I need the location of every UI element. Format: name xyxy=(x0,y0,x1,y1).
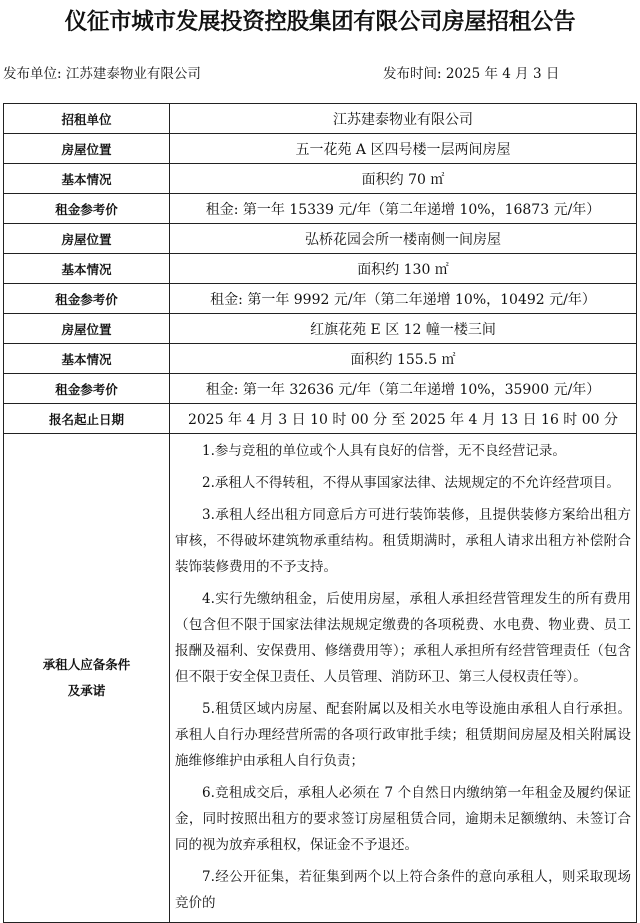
table-row xyxy=(4,224,637,254)
condition-item: 7.经公开征集，若征集到两个以上符合条件的意向承租人，则采取现场竞价的 xyxy=(175,869,631,911)
table-row xyxy=(4,254,637,284)
condition-item: 6.竞租成交后，承租人必须在 7 个自然日内缴纳第一年租金及履约保证金，同时按照出租方的要求签订房屋租赁合同，逾期未足额缴纳、未签订合同的视为放弃承租权，保证金不予退还。 xyxy=(175,785,631,853)
table-row xyxy=(4,314,637,344)
conditions-label-line1: 承租人应备条件 xyxy=(42,657,131,672)
table-row xyxy=(4,134,637,164)
row-label: 房屋位置 xyxy=(4,134,170,164)
row-value: 江苏建泰物业有限公司 xyxy=(170,104,637,134)
table-row xyxy=(4,194,637,224)
conditions-label-line2: 及承诺 xyxy=(67,683,106,698)
conditions-row xyxy=(4,434,637,923)
rental-info-table xyxy=(3,103,637,923)
condition-item: 1.参与竞租的单位或个人具有良好的信誉，无不良经营记录。 xyxy=(202,443,566,459)
row-value: 弘桥花园会所一楼南侧一间房屋 xyxy=(170,224,637,254)
row-label: 基本情况 xyxy=(4,164,170,194)
publisher-line: 发布单位: 江苏建泰物业有限公司 xyxy=(3,66,201,82)
row-label: 房屋位置 xyxy=(4,314,170,344)
row-value: 面积约 130 ㎡ xyxy=(170,254,637,284)
row-label: 租金参考价 xyxy=(4,284,170,314)
table-row xyxy=(4,284,637,314)
row-label: 基本情况 xyxy=(4,344,170,374)
conditions-label xyxy=(4,434,170,923)
row-label: 房屋位置 xyxy=(4,224,170,254)
conditions-content xyxy=(170,434,637,923)
notice-title: 仪征市城市发展投资控股集团有限公司房屋招租公告 xyxy=(64,9,576,35)
row-label: 招租单位 xyxy=(4,104,170,134)
row-value: 2025 年 4 月 3 日 10 时 00 分 至 2025 年 4 月 13 日 16 时 00 分 xyxy=(170,404,637,434)
row-label: 基本情况 xyxy=(4,254,170,284)
condition-item: 5.租赁区域内房屋、配套附属以及相关水电等设施由承租人自行承担。承租人自行办理经营所需的各项行政审批手续；租赁期间房屋及相关附属设施维修维护由承租人自行负责； xyxy=(175,701,631,769)
publish-time-line: 发布时间: 2025 年 4 月 3 日 xyxy=(383,66,560,82)
row-value: 五一花苑 A 区四号楼一层两间房屋 xyxy=(170,134,637,164)
condition-item: 3.承租人经出租方同意后方可进行装饰装修，且提供装修方案给出租方审核，不得破坏建筑物承重结构。租赁期满时，承租人请求出租方补偿附合装饰装修费用的不予支持。 xyxy=(175,507,631,575)
condition-item: 2.承租人不得转租，不得从事国家法律、法规规定的不允许经营项目。 xyxy=(202,475,620,491)
table-row xyxy=(4,374,637,404)
row-value: 面积约 155.5 ㎡ xyxy=(170,344,637,374)
table-row xyxy=(4,344,637,374)
condition-item: 4.实行先缴纳租金，后使用房屋，承租人承担经营管理发生的所有费用（包含但不限于国家法律法规规定缴费的各项税费、水电费、物业费、员工报酬及福利、安保费用、修缮费用等）；承租人承担所有经营管理责任（包含但不限于安全保卫责任、人员管理、消防环卫、第三人侵权责任等）。 xyxy=(175,591,631,685)
row-value: 租金: 第一年 15339 元/年（第二年递增 10%，16873 元/年） xyxy=(170,194,637,224)
table-row xyxy=(4,104,637,134)
row-label: 租金参考价 xyxy=(4,374,170,404)
row-label: 租金参考价 xyxy=(4,194,170,224)
row-value: 红旗花苑 E 区 12 幢一楼三间 xyxy=(170,314,637,344)
row-value: 租金: 第一年 32636 元/年（第二年递增 10%，35900 元/年） xyxy=(170,374,637,404)
table-row xyxy=(4,164,637,194)
row-value: 面积约 70 ㎡ xyxy=(170,164,637,194)
row-label: 报名起止日期 xyxy=(4,404,170,434)
table-row xyxy=(4,404,637,434)
row-value: 租金: 第一年 9992 元/年（第二年递增 10%，10492 元/年） xyxy=(170,284,637,314)
